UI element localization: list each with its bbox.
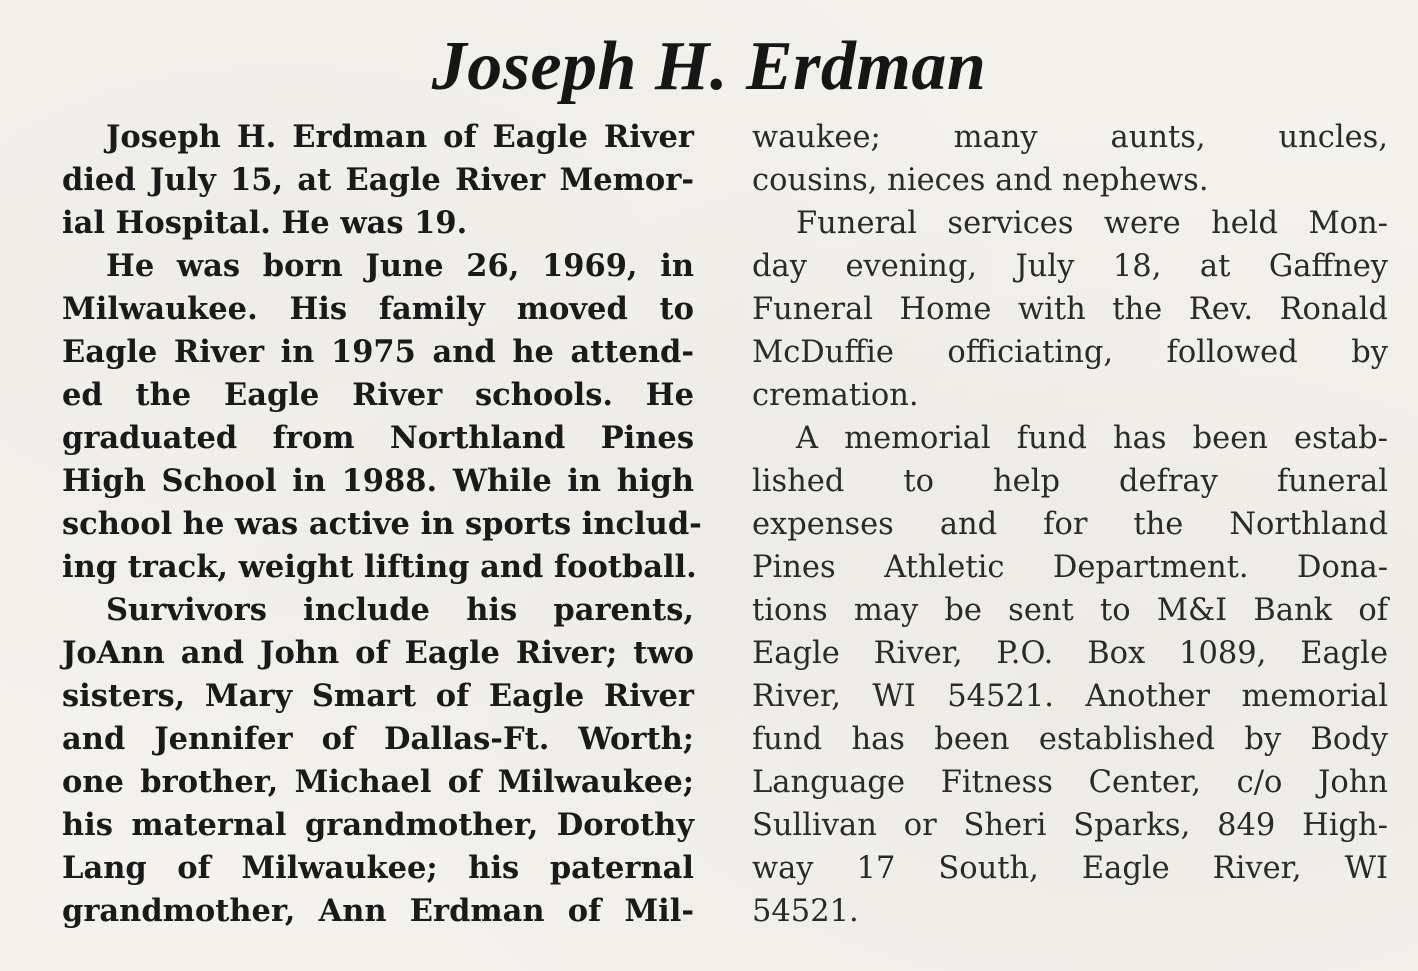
text-line: sisters, Mary Smart of Eagle River [62,678,694,714]
text-line: ing track, weight lifting and football. [62,549,697,585]
text-line: waukee; many aunts, uncles, [752,120,1388,155]
text-line: graduated from Northland Pines [62,420,694,456]
text-line: High School in 1988. While in high [62,463,694,499]
text-line: grandmother, Ann Erdman of Mil- [62,893,694,929]
text-line: A memorial fund has been estab- [796,421,1388,456]
text-line: way 17 South, Eagle River, WI [752,851,1388,886]
obituary-title: Joseph H. Erdman [431,28,987,105]
text-line: ial Hospital. He was 19. [62,205,468,241]
text-line: expenses and for the Northland [752,507,1388,542]
right-column [752,116,1388,933]
text-line: River, WI 54521. Another memorial [752,679,1388,714]
text-line: tions may be sent to M&I Bank of [752,593,1388,628]
text-line: Joseph H. Erdman of Eagle River [106,119,694,155]
text-line: Milwaukee. His family moved to [62,291,694,327]
text-line: McDuffie officiating, followed by [752,335,1388,370]
text-line: school he was active in sports includ- [62,506,702,542]
text-line: cousins, nieces and nephews. [752,163,1209,198]
text-line: He was born June 26, 1969, in [106,248,694,284]
text-line: lished to help defray funeral [752,464,1388,499]
text-line: Funeral services were held Mon- [796,206,1388,241]
text-line: cremation. [752,378,919,413]
text-line: Eagle River in 1975 and he attend- [62,334,694,370]
text-line: Sullivan or Sheri Sparks, 849 High- [752,808,1388,843]
text-line: Funeral Home with the Rev. Ronald [752,292,1388,327]
text-line: Eagle River, P.O. Box 1089, Eagle [752,636,1388,671]
text-line: JoAnn and John of Eagle River; two [62,635,694,671]
text-line: ed the Eagle River schools. He [62,377,694,413]
text-line: his maternal grandmother, Dorothy [62,807,694,843]
text-line: Lang of Milwaukee; his paternal [62,850,694,886]
text-line: day evening, July 18, at Gaffney [752,249,1388,284]
text-line: 54521. [752,894,859,929]
text-line: and Jennifer of Dallas-Ft. Worth; [62,721,694,757]
text-line: fund has been established by Body [752,722,1388,757]
text-line: one brother, Michael of Milwaukee; [62,764,694,800]
text-line: Pines Athletic Department. Dona- [752,550,1388,585]
text-line: Survivors include his parents, [106,592,694,628]
text-line: Language Fitness Center, c/o John [752,765,1388,800]
text-line: died July 15, at Eagle River Memor- [62,162,694,198]
left-column [62,116,702,933]
